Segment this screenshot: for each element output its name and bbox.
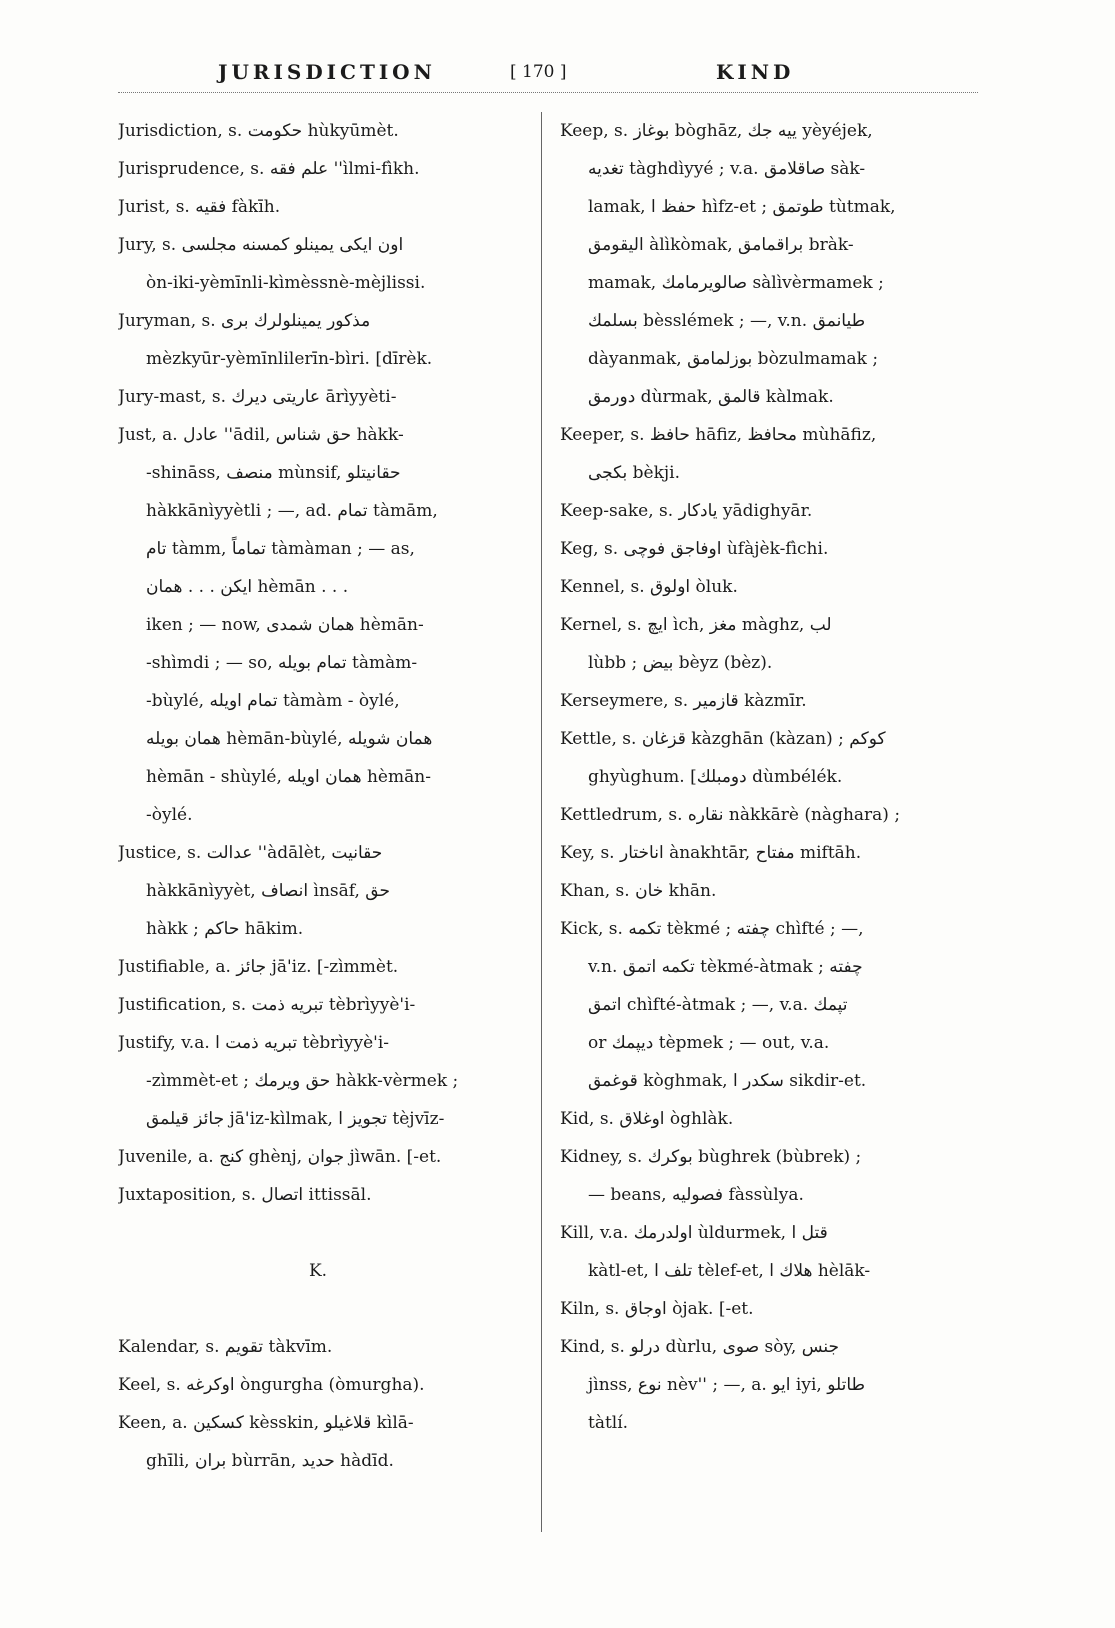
entry-line: — beans, فصوليه fàssùlya.	[588, 1185, 804, 1205]
entry-line: or ديپمك tèpmek ; — out, v.a.	[588, 1033, 830, 1053]
entry-line: Justice, s. عدالت ''àdālèt, حقانيت	[118, 843, 383, 863]
entry-line: Jury, s. اون ايكى يمينلو كمسنه مجلسى	[118, 235, 404, 255]
entry-line: hàkk ; حاكم hākim.	[146, 919, 304, 939]
entry-line: دورمق dùrmak, قالمق kàlmak.	[588, 387, 834, 407]
entry-line: تام tàmm, تماماً tàmàman ; — as,	[146, 539, 415, 559]
entry-line: -zìmmèt-et ; حق ويرمك hàkk-vèrmek ;	[146, 1071, 459, 1091]
blank-line	[118, 1214, 538, 1252]
entry-line: Kerseymere, s. قازمير kàzmīr.	[560, 691, 807, 711]
right-column	[560, 112, 985, 1442]
entry-line: -òylé.	[146, 805, 193, 825]
entry-line: v.n. تكمه اتمق tèkmé-àtmak ; چفته	[588, 957, 863, 977]
entry-line: Juvenile, a. كنج ghènj, جوان jìwān. [-et.	[118, 1147, 442, 1167]
entry-line: Kiln, s. اوجاق òjak. [-et.	[560, 1299, 754, 1319]
entry-line: Juryman, s. مذكور يمينلولرك برى	[118, 311, 371, 331]
entry-line: Keep, s. بوغاز bòghāz, ييه جك yèyéjek,	[560, 121, 873, 141]
entry-line: Jury-mast, s. عاريتى ديرك ārìyyèti-	[118, 387, 397, 407]
entry-line: lùbb ; بيض bèyz (bèz).	[588, 653, 773, 673]
entry-line: hèmān - shùylé, همان اويله hèmān-	[146, 767, 431, 787]
entry-line: Kernel, s. ايچ ìch, مغز màghz, لب	[560, 615, 832, 635]
entry-line: Just, a. عادل ''ādil, حق شناس hàkk-	[118, 425, 404, 445]
entry-line: Keel, s. اوكرغه òngurgha (òmurgha).	[118, 1375, 425, 1395]
entry-line: hàkkānìyyèt, انصاف ìnsāf, حق	[146, 881, 390, 901]
header-left-word: JURISDICTION	[218, 60, 436, 84]
entry-line: جائز قيلمق jā'iz-kìlmak, تجويز ا tèjvīz-	[146, 1109, 445, 1129]
entry-line: Justify, v.a. تبريه ذمت ا tèbrìyyè'i-	[118, 1033, 390, 1053]
entry-line: Jurisprudence, s. علم فقه ''ìlmi-fìkh.	[118, 159, 420, 179]
entry-line: Jurisdiction, s. حكومت hùkyūmèt.	[118, 121, 399, 141]
entry-line: Keen, a. كسكين kèsskin, قلاغيلو kìlā-	[118, 1413, 414, 1433]
running-header	[118, 52, 978, 93]
left-column	[118, 112, 538, 1480]
entry-line: hàkkānìyyètli ; —, ad. تمام tàmām,	[146, 501, 438, 521]
entry-line: Kettledrum, s. نقاره nàkkārè (nàghara) ;	[560, 805, 901, 825]
entry-line: Justifiable, a. جائز jā'iz. [-zìmmèt.	[118, 957, 399, 977]
entry-line: Kettle, s. قزغان kàzghān (kàzan) ; كوكم	[560, 729, 886, 749]
header-right-word: KIND	[716, 60, 795, 84]
entry-line: بسلمك bèsslémek ; —, v.n. طيانمق	[588, 311, 866, 331]
blank-line	[118, 1290, 538, 1328]
entry-line: Key, s. اناختار ànakhtār, مفتاح miftāh.	[560, 843, 862, 863]
entry-line: Kick, s. تكمه tèkmé ; چفته chìfté ; —,	[560, 919, 864, 939]
entry-line: Kalendar, s. تقويم tàkvīm.	[118, 1337, 333, 1357]
entry-line: -shināss, منصف mùnsif, حقانيتلو	[146, 463, 401, 483]
entry-line: mèzkyūr-yèmīnlilerīn-bìri. [dīrèk.	[146, 349, 433, 369]
entry-line: kàtl-et, تلف ا tèlef-et, هلاك ا hèlāk-	[588, 1261, 871, 1281]
entry-line: Keeper, s. حافظ hāfiz, محافظ mùhāfiz,	[560, 425, 877, 445]
entry-line: Keep-sake, s. يادكار yādighyār.	[560, 501, 813, 521]
entry-line: mamak, صالويرمامك sàlìvèrmamek ;	[588, 273, 884, 293]
column-divider	[541, 112, 542, 1532]
entry-line: Juxtaposition, s. اتصال ittissāl.	[118, 1185, 372, 1205]
entry-line: Kennel, s. اولوق òluk.	[560, 577, 738, 597]
page-number: [ 170 ]	[510, 62, 567, 82]
entry-line: Kidney, s. بوكرك bùghrek (bùbrek) ;	[560, 1147, 862, 1167]
entry-line: همان بويله hèmān-bùylé, همان شويله	[146, 729, 433, 749]
entry-line: Justification, s. تبريه ذمت tèbrìyyè'i-	[118, 995, 416, 1015]
entry-line: بكجى bèkji.	[588, 463, 681, 483]
entry-line: tàtlí.	[588, 1413, 629, 1433]
entry-line: قوغمق kòghmak, سكدر ا sikdir-et.	[588, 1071, 867, 1091]
entry-line: iken ; — now, همان شمدى hèmān-	[146, 615, 424, 635]
entry-line: òn-iki-yèmīnli-kìmèssnè-mèjlissi.	[146, 273, 426, 293]
entry-line: Jurist, s. فقيه fàkīh.	[118, 197, 281, 217]
entry-line: dàyanmak, بوزلمامق bòzulmamak ;	[588, 349, 879, 369]
entry-line: -bùylé, تمام اويله tàmàm - òylé,	[146, 691, 400, 711]
entry-line: اتمق chìfté-àtmak ; —, v.a. تپمك	[588, 995, 848, 1015]
section-heading: K.	[308, 1261, 328, 1281]
entry-line: Keg, s. اوفاجق فوچى ùfàjèk-fìchi.	[560, 539, 829, 559]
entry-line: jìnss, نوع nèv'' ; —, a. ايو iyi, طاتلو	[588, 1375, 866, 1395]
entry-line: -shìmdi ; — so, تمام بويله tàmàm-	[146, 653, 418, 673]
entry-line: Kind, s. درلو dùrlu, صوى sòy, جنس	[560, 1337, 839, 1357]
entry-line: Kid, s. اوغلاق òghlàk.	[560, 1109, 734, 1129]
entry-line: اليقومق àlìkòmak, براقمامق bràk-	[588, 235, 854, 255]
entry-line: تغديه tàghdìyyé ; v.a. صاقلامق sàk-	[588, 159, 866, 179]
entry-line: ghyùghum. [دومبلك dùmbélék.	[588, 767, 843, 787]
entry-line: lamak, حفظ ا hìfz-et ; طوتمق tùtmak,	[588, 197, 896, 217]
entry-line: ايكن . . . همان hèmān . . .	[146, 577, 349, 597]
entry-line: ghīli, بران bùrrān, حديد hàdīd.	[146, 1451, 394, 1471]
entry-line: Kill, v.a. اولدرمك ùldurmek, قتل ا	[560, 1223, 828, 1243]
entry-line: Khan, s. خان khān.	[560, 881, 717, 901]
